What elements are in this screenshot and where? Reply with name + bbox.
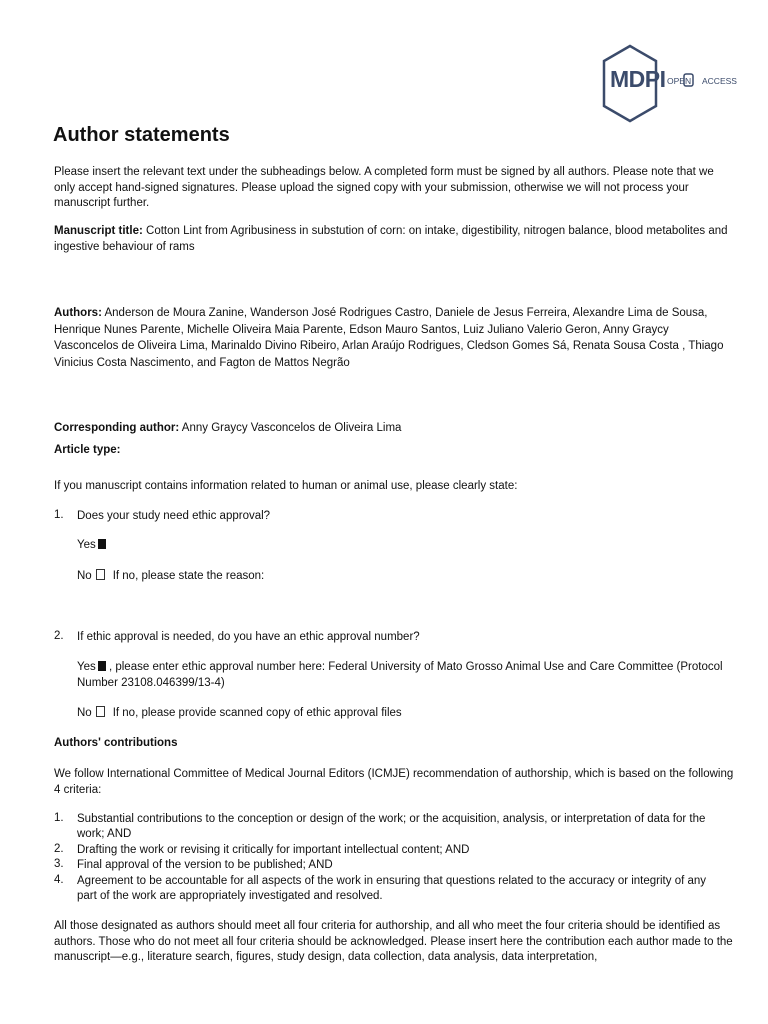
authors-block — [54, 305, 734, 371]
logo-access: ACCESS — [702, 76, 737, 86]
closing-paragraph: All those designated as authors should meet all four criteria for authorship, and all who meet the four criteria should be identified as authors. Those who do not meet all four criteria should be acknowledged. Please insert here the contribution each author made to the manuscript—e.g., literature search, figures, study design, data collection, data analysis, data interpretation, — [54, 920, 733, 963]
q2-text: If ethic approval is needed, do you have an ethic approval number? — [77, 631, 420, 643]
q2-yes-detail: , please enter ethic approval number here: Federal University of Mato Grosso Animal Use and Care Committee (Protocol Number 23108.046399/13-4) — [77, 661, 723, 689]
q1-no-label: No — [77, 570, 92, 582]
manuscript-title-value: Cotton Lint from Agribusiness in substution of corn: on intake, digestibility, nitrogen balance, blood metabolites and ingestive behaviour of rams — [54, 225, 728, 253]
q2-no-checkbox[interactable] — [96, 706, 105, 717]
contributions-intro: We follow International Committee of Medical Journal Editors (ICMJE) recommendation of authorship, which is based on the following 4 criteria: — [54, 768, 734, 796]
q2-number: 2. — [54, 630, 64, 642]
page-title: Author statements — [53, 124, 230, 146]
contributions-heading: Authors' contributions — [54, 737, 178, 749]
ethics-intro: If you manuscript contains information related to human or animal use, please clearly state: — [54, 480, 518, 492]
criteria-3-text: Final approval of the version to be published; AND — [77, 859, 333, 871]
q1-yes-label: Yes — [77, 539, 96, 551]
corresponding-author-block — [54, 421, 734, 437]
q2-yes-option[interactable] — [77, 660, 727, 691]
criteria-1-text: Substantial contributions to the conception or design of the work; or the acquisition, analysis, or interpretation of data for the work; AND — [77, 813, 706, 840]
corresponding-author-label: Corresponding author: — [54, 422, 180, 434]
q2-yes-checkbox[interactable] — [98, 661, 106, 671]
q1-no-option[interactable] — [77, 569, 264, 582]
logo-open: OPEN — [667, 76, 692, 86]
manuscript-title-block — [54, 224, 734, 255]
q1-yes-option[interactable] — [77, 539, 106, 551]
mdpi-logo — [602, 44, 737, 124]
q1-no-checkbox[interactable] — [96, 569, 105, 580]
authors-label: Authors: — [54, 307, 102, 319]
criteria-2-number: 2. — [54, 843, 64, 855]
q2-no-detail: If no, please provide scanned copy of ethic approval files — [112, 707, 402, 719]
manuscript-title-label: Manuscript title: — [54, 225, 143, 237]
criteria-1-number: 1. — [54, 812, 64, 824]
corresponding-author-value: Anny Graycy Vasconcelos de Oliveira Lima — [181, 422, 402, 434]
q1-no-reason: If no, please state the reason: — [112, 570, 265, 582]
criteria-2-text: Drafting the work or revising it critically for important intellectual content; AND — [77, 844, 470, 856]
logo-brand: MDPI — [610, 66, 666, 92]
q2-yes-label: Yes — [77, 661, 96, 673]
criteria-4-text: Agreement to be accountable for all aspects of the work in ensuring that questions related to the accuracy or integrity of any part of the work are appropriately investigated and resolved. — [77, 875, 707, 902]
authors-value: Anderson de Moura Zanine, Wanderson José Rodrigues Castro, Daniele de Jesus Ferreira, Alexandre Lima de Sousa, Henrique Nunes Parente, Michelle Oliveira Maia Parente, Edson Mauro Santos, Luiz Juliano Valerio Geron, Anny Graycy Vasconcelos de Oliveira Lima, Marinaldo Divino Ribeiro, Arlan Araújo Rodrigues, Cledson Gomes Sá, Renata Sousa Costa , Thiago Vinicius Costa Nascimento, and Fagton de Mattos Negrão — [54, 307, 724, 369]
criteria-4-number: 4. — [54, 874, 64, 886]
article-type-label: Article type: — [54, 444, 121, 456]
q1-number: 1. — [54, 509, 64, 521]
criteria-3-number: 3. — [54, 858, 64, 870]
q1-text: Does your study need ethic approval? — [77, 510, 271, 522]
q2-no-option[interactable] — [77, 706, 402, 719]
q1-yes-checkbox[interactable] — [98, 539, 106, 549]
q2-no-label: No — [77, 707, 92, 719]
intro-paragraph: Please insert the relevant text under the subheadings below. A completed form must be signed by all authors. Please note that we only accept hand-signed signatures. Please upload the signed copy with your submission, otherwise we will not process your manuscript further. — [54, 166, 714, 209]
